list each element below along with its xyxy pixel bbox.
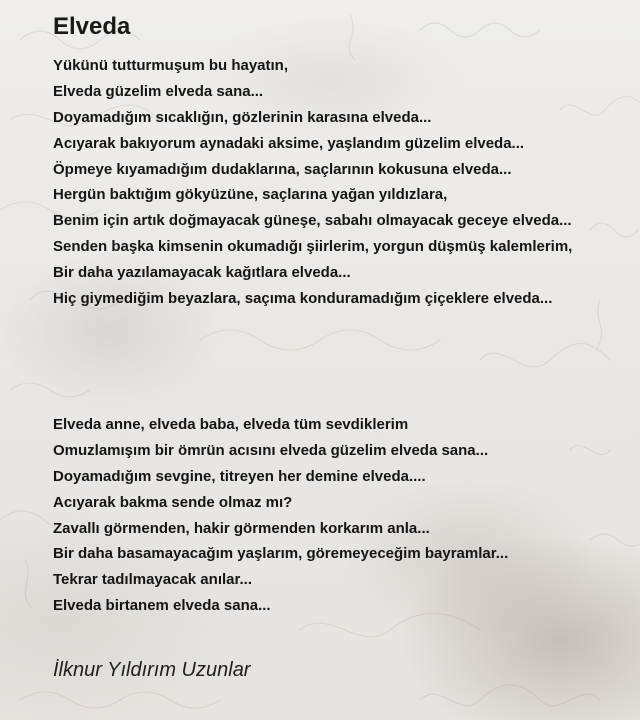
- poem-line: Elveda anne, elveda baba, elveda tüm sevdiklerim: [53, 416, 409, 433]
- poem-line: Benim için artık doğmayacak güneşe, sabahı olmayacak geceye elveda...: [53, 212, 572, 230]
- poem-line: Tekrar tadılmayacak anılar...: [53, 571, 253, 589]
- stanza-1: [53, 53, 572, 312]
- poem-line: Acıyarak bakma sende olmaz mı?: [53, 493, 293, 511]
- poem-author: İlknur Yıldırım Uzunlar: [53, 659, 251, 681]
- stanza-2: [53, 412, 508, 619]
- poem-line: Bir daha basamayacağım yaşlarım, göremeyeceğim bayramlar...: [53, 545, 509, 563]
- poem-line: Elveda birtanem elveda sana...: [53, 597, 271, 615]
- poem-line: Öpmeye kıyamadığım dudaklarına, saçlarının kokusuna elveda...: [53, 160, 512, 178]
- poem-line: Hiç giymediğim beyazlara, saçıma konduramadığım çiçeklere elveda...: [53, 290, 553, 308]
- poem-line: Yükünü tutturmuşum bu hayatın,: [53, 57, 288, 74]
- poem-title: Elveda: [53, 13, 131, 40]
- poem-line: Omuzlamışım bir ömrün acısını elveda güzelim elveda sana...: [53, 441, 489, 459]
- poem-line: Acıyarak bakıyorum aynadaki aksime, yaşlandım güzelim elveda...: [53, 134, 525, 152]
- poem-line: Doyamadığım sevgine, titreyen her demine elveda....: [53, 467, 426, 485]
- poem-line: Hergün baktığım gökyüzüne, saçlarına yağan yıldızlara,: [53, 186, 448, 204]
- poem-line: Bir daha yazılamayacak kağıtlara elveda...: [53, 264, 351, 282]
- poem-line: Senden başka kimsenin okumadığı şiirlerim, yorgun düşmüş kalemlerim,: [53, 238, 573, 256]
- poem-line: Elveda güzelim elveda sana...: [53, 82, 264, 100]
- poem-line: Zavallı görmenden, hakir görmenden korkarım anla...: [53, 519, 430, 537]
- poem-line: Doyamadığım sıcaklığın, gözlerinin karasına elveda...: [53, 108, 432, 126]
